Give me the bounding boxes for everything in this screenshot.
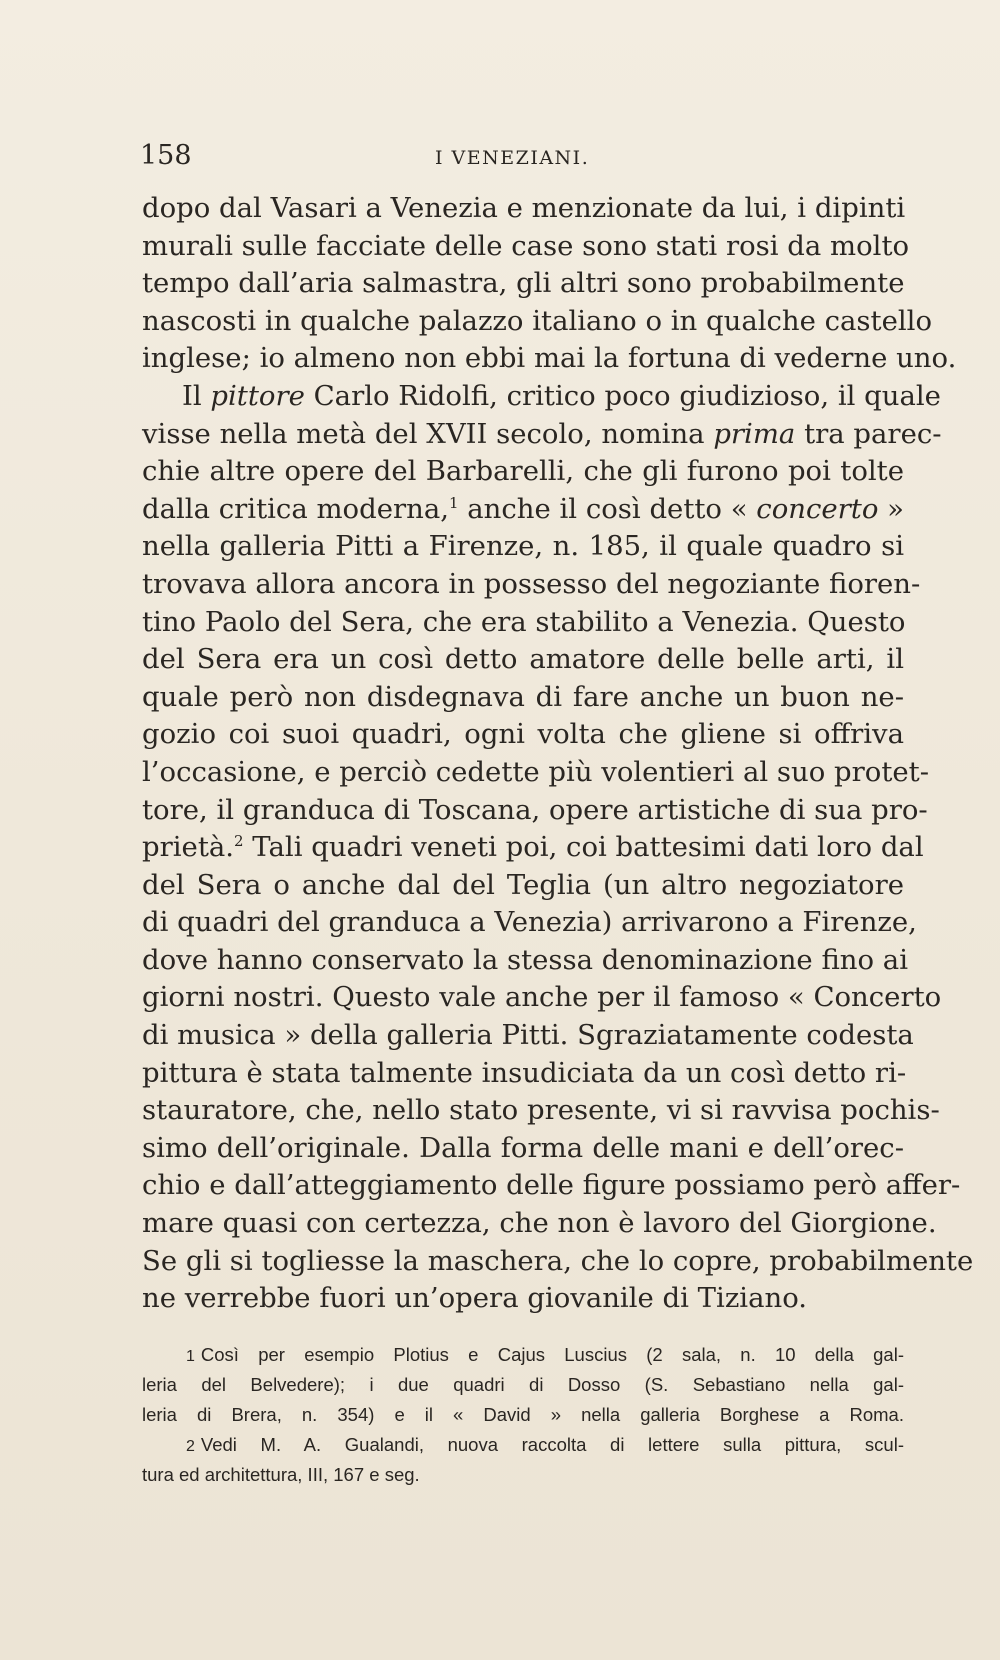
footnote-line: tura ed architettura, III, 167 e seg. <box>142 1464 420 1485</box>
body-text <box>142 190 974 1318</box>
footnote-line: 1 Così per esempio Plotius e Cajus Luscius (2 sala, n. 10 della gal- <box>186 1344 904 1365</box>
text-line: murali sulle facciate delle case sono stati rosi da molto <box>142 229 910 262</box>
page-number: 158 <box>140 140 192 171</box>
text-line: stauratore, che, nello stato presente, vi si ravvisa pochis- <box>142 1094 940 1127</box>
footnote-line: leria di Brera, n. 354) e il « David » nella galleria Borghese a Roma. <box>142 1404 904 1425</box>
text-line: pittura è stata talmente insudiciata da un così detto ri- <box>142 1056 907 1089</box>
text-line: prietà.$^2$ Tali quadri veneti poi, coi battesimi dati loro dal <box>142 831 924 864</box>
footnote-ref: 2 <box>234 832 244 851</box>
text-line: inglese; io almeno non ebbi mai la fortuna di vederne uno. <box>142 342 957 375</box>
text-line: di musica » della galleria Pitti. Sgraziatamente codesta <box>142 1019 914 1052</box>
text-line: tino Paolo del Sera, che era stabilito a Venezia. Questo <box>142 605 906 638</box>
text-line: trovava allora ancora in possesso del negoziante fioren- <box>142 567 921 600</box>
italic-word: pittore <box>210 379 305 412</box>
italic-word: prima <box>713 417 796 450</box>
text-line: Il pittore Carlo Ridolfi, critico poco giudizioso, il quale <box>182 379 941 412</box>
text-line: Se gli si togliesse la maschera, che lo copre, probabilmente <box>142 1244 974 1277</box>
text-line: chie altre opere del Barbarelli, che gli furono poi tolte <box>142 455 904 488</box>
text-line: visse nella metà del XVII secolo, nomina prima tra parec- <box>142 417 942 450</box>
text-line: simo dell’originale. Dalla forma delle mani e dell’orec- <box>142 1131 904 1164</box>
text-line: nascosti in qualche palazzo italiano o in qualche castello <box>142 304 933 337</box>
text-line: tempo dall’aria salmastra, gli altri sono probabilmente <box>142 267 905 300</box>
footnote-marker: 1 <box>186 1348 195 1365</box>
text-line: del Sera o anche dal del Teglia (un altro negoziatore <box>142 868 904 901</box>
text-line: di quadri del granduca a Venezia) arrivarono a Firenze, <box>142 906 917 939</box>
text-line: tore, il granduca di Toscana, opere artistiche di sua pro- <box>142 793 928 826</box>
text-line: gozio coi suoi quadri, ogni volta che gliene si offriva <box>142 718 904 751</box>
text-line: nella galleria Pitti a Firenze, n. 185, il quale quadro si <box>142 530 904 563</box>
text-line: mare quasi con certezza, che non è lavoro del Giorgione. <box>142 1207 937 1240</box>
running-head: I VENEZIANI. <box>435 147 590 169</box>
footnote-line: 2 Vedi M. A. Gualandi, nuova raccolta di lettere sulla pittura, scul- <box>186 1434 904 1455</box>
footnotes <box>142 1340 904 1490</box>
footnote-ref: 1 <box>448 493 459 512</box>
page-header <box>140 136 920 176</box>
text-line: quale però non disdegnava di fare anche un buon ne- <box>142 680 904 713</box>
text-line: l’occasione, e perciò cedette più volentieri al suo protet- <box>142 755 929 788</box>
text-line: dove hanno conservato la stessa denominazione fino ai <box>142 943 908 976</box>
text-line: giorni nostri. Questo vale anche per il famoso « Concerto <box>142 981 942 1014</box>
footnote-marker: 2 <box>186 1438 195 1455</box>
text-line: ne verrebbe fuori un’opera giovanile di Tiziano. <box>142 1282 808 1315</box>
text-line: chio e dall’atteggiamento delle figure possiamo però affer- <box>142 1169 961 1202</box>
text-line: dalla critica moderna,$^1$ anche il così detto « concerto » <box>142 492 904 525</box>
footnote-line: leria del Belvedere); i due quadri di Dosso (S. Sebastiano nella gal- <box>142 1374 904 1395</box>
text-line: del Sera era un così detto amatore delle belle arti, il <box>142 643 904 676</box>
italic-word: concerto <box>756 492 879 525</box>
text-line: dopo dal Vasari a Venezia e menzionate da lui, i dipinti <box>142 192 906 224</box>
